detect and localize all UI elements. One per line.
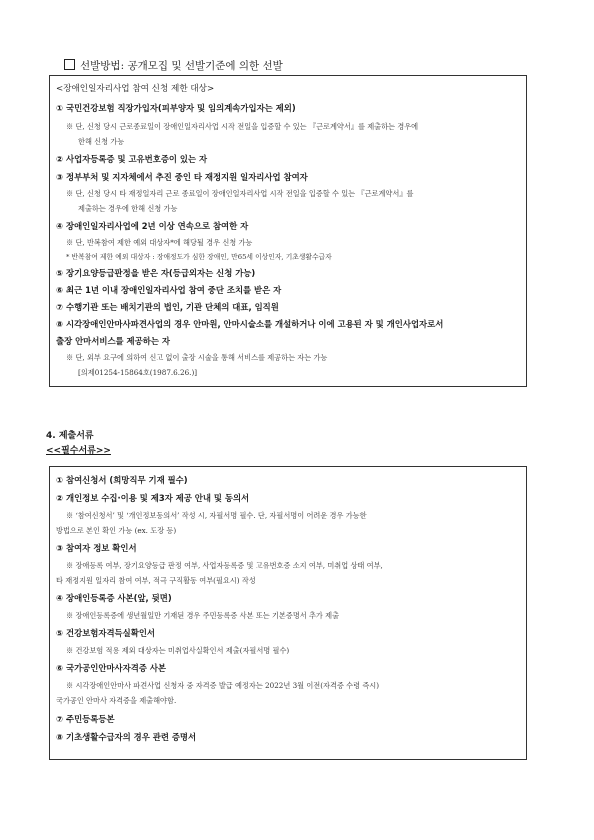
restriction-header: <장애인일자리사업 참여 신청 제한 대상> (56, 84, 215, 94)
document-note: ※ 건강보험 적용 제외 대상자는 미취업사실확인서 제출(자필서명 필수) (66, 646, 290, 655)
documents-box (49, 466, 527, 760)
checkbox-icon (64, 59, 75, 70)
restriction-note: * 반복참여 제한 예외 대상자 : 장애정도가 심한 장애인, 만65세 이상인자, 기초생활수급자 (66, 253, 332, 261)
restriction-note: ※ 단, 신청 당시 타 재정일자리 근로 종료일이 장애인일자리사업 시작 전일을 입증할 수 있는 『근로계약서』를 (66, 189, 414, 198)
document-note: ※ 장애인등록증에 생년월일만 기재된 경우 주민등록증 사본 또는 기본증명서 추가 제출 (66, 611, 340, 620)
restriction-note: ※ 단, 신청 당시 근로종료일이 장애인일자리사업 시작 전일을 입증할 수 있는 『근로계약서』를 제출하는 경우에 (66, 122, 419, 131)
section-title: 4. 제출서류 (46, 431, 94, 441)
document-note: 방법으로 본인 확인 가능 (ex. 도장 등) (56, 526, 177, 535)
document-note: 타 재정지원 일자리 참여 여부, 적극 구직활동 여부(필요시) 작성 (56, 576, 256, 585)
restriction-item: ② 사업자등록증 및 고유번호증이 있는 자 (56, 154, 208, 164)
restriction-item: ① 국민건강보험 직장가입자(피부양자 및 임의계속가입자는 제외) (56, 103, 296, 113)
restriction-note: ※ 단, 외부 요구에 의하여 신고 없이 출장 시술을 통해 서비스를 제공하는 자는 가능 (66, 353, 328, 362)
document-item: ⑤ 건강보험자격득실확인서 (56, 628, 155, 638)
restriction-item: 출장 안마서비스를 제공하는 자 (56, 336, 170, 346)
document-note: ※ 장애등록 여부, 장기요양등급 판정 여부, 사업자등록증 및 고유번호증 소지 여부, 미취업 상태 여부, (66, 561, 383, 570)
document-note: ※ ‘참여신청서’ 및 ‘개인정보동의서’ 작성 시, 자필서명 필수. 단, 자필서명이 어려운 경우 가능한 (66, 511, 367, 520)
document-item: ② 개인정보 수집·이용 및 제3자 제공 안내 및 동의서 (56, 493, 250, 503)
restriction-item: ⑧ 시각장애인안마사파견사업의 경우 안마원, 안마시술소를 개설하거나 이에 고용된 자 및 개인사업자로서 (56, 319, 444, 329)
document-item: ⑧ 기초생활수급자의 경우 관련 증명서 (56, 732, 197, 742)
document-note: 국가공인 안마사 자격증을 제출해야함. (56, 696, 177, 705)
selection-method: 선발방법: 공개모집 및 선발기준에 의한 선발 (64, 58, 283, 73)
restriction-note: 한해 신청 가능 (78, 137, 125, 146)
document-item: ④ 장애인등록증 사본(앞, 뒷면) (56, 593, 172, 603)
document-item: ③ 참여자 정보 확인서 (56, 543, 137, 553)
restriction-note: ※ 단, 반복참여 제한 예외 대상자*에 해당될 경우 신청 가능 (66, 238, 253, 247)
restriction-item: ⑥ 최근 1년 이내 장애인일자리사업 참여 중단 조치를 받은 자 (56, 285, 282, 295)
restriction-item: ③ 정부부처 및 지자체에서 추진 중인 타 재정지원 일자리사업 참여자 (56, 172, 308, 182)
restriction-box (49, 75, 527, 387)
section-subtitle: <<필수서류>> (46, 446, 111, 456)
document-item: ① 참여신청서 (희망직무 기재 필수) (56, 475, 188, 485)
restriction-item: ④ 장애인일자리사업에 2년 이상 연속으로 참여한 자 (56, 221, 249, 231)
document-item: ⑦ 주민등록등본 (56, 714, 115, 724)
restriction-item: ⑦ 수행기관 또는 배치기관의 법인, 기관 단체의 대표, 임직원 (56, 302, 279, 312)
restriction-item: ⑤ 장기요양등급판정을 받은 자(등급외자는 신청 가능) (56, 268, 256, 278)
restriction-note: 제출하는 경우에 한해 신청 가능 (78, 204, 178, 213)
restriction-note: [의제01254-15864호(1987.6.26.)] (78, 368, 198, 377)
document-note: ※ 시각장애인안마사 파견사업 신청자 중 자격증 발급 예정자는 2022년 3월 이전(자격증 수령 즉시) (66, 681, 380, 690)
document-item: ⑥ 국가공인안마사자격증 사본 (56, 663, 167, 673)
